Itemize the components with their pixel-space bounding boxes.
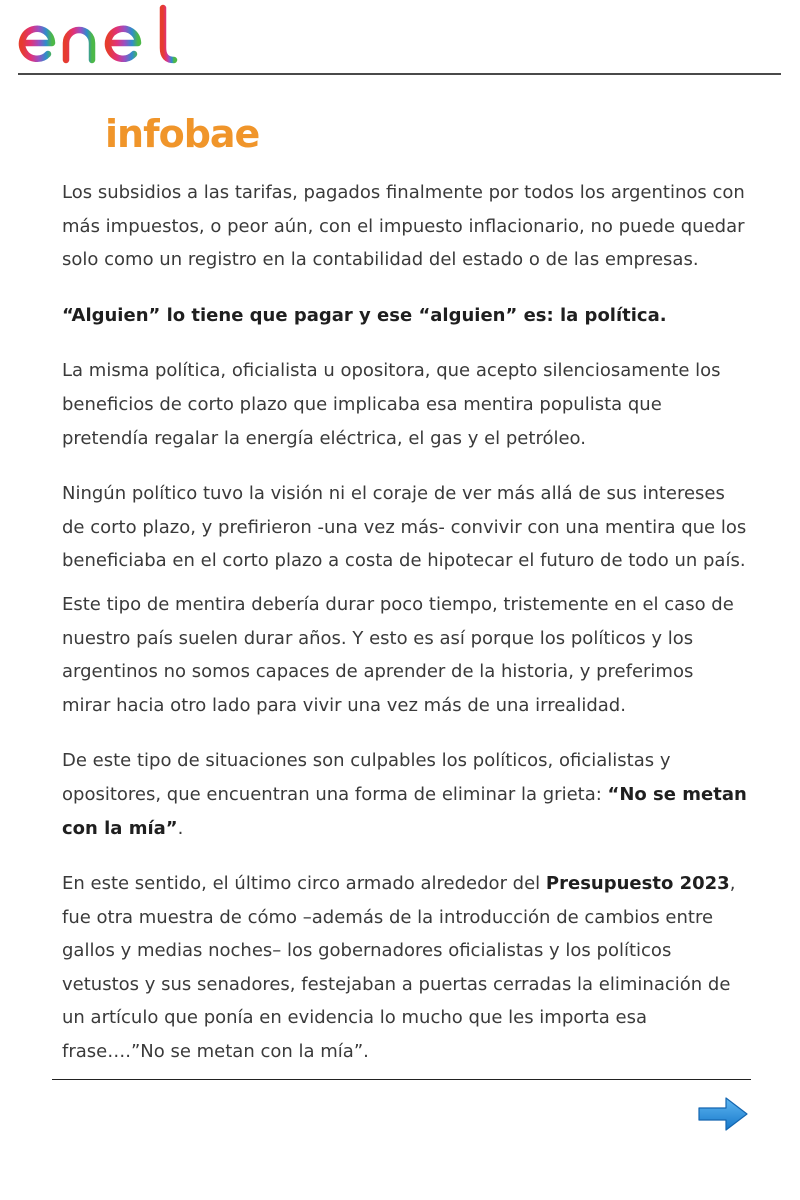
bold-term: Presupuesto 2023 (545, 873, 730, 895)
paragraph: La misma política, oficialista u opositora, que acepto silenciosamente los beneficios de corto plazo que implicaba esa mentira populista que pretendía regalar la energía eléctrica, el gas y el petróleo. (62, 360, 721, 449)
page-header (0, 0, 800, 80)
paragraph-text: , fue otra muestra de cómo –además de la introducción de cambios entre gallos y medias noches– los gobernadores oficialistas y los políticos vetustos y sus senadores, festejaban a puertas cerradas la eliminación de un artículo que ponía en evidencia lo mucho que les importa esa frase….”No se metan con la mía”. (62, 873, 736, 1063)
arrow-right-icon (694, 1094, 752, 1134)
bold-quote: “No se metan con la mía” (62, 783, 747, 839)
paragraph: Este tipo de mentira debería durar poco tiempo, tristemente en el caso de nuestro país suelen durar años. Y esto es así porque los políticos y los argentinos no somos capaces de aprender de la historia, y preferimos mirar hacia otro lado para vivir una vez más de una irrealidad. (62, 593, 734, 716)
paragraph-text: En este sentido, el último circo armado alrededor del (62, 873, 546, 895)
header-divider (18, 73, 781, 75)
bold-paragraph: “Alguien” lo tiene que pagar y ese “alguien” es: la política. (62, 304, 667, 326)
footer-divider (52, 1079, 751, 1080)
enel-logo (16, 4, 184, 68)
paragraph-text: . (177, 817, 184, 839)
paragraph (62, 867, 747, 1069)
paragraph: Ningún político tuvo la visión ni el coraje de ver más allá de sus intereses de corto plazo, y prefirieron -una vez más- convivir con una mentira que los beneficiaba en el corto plazo a costa de hipotecar el futuro de todo un país. (62, 483, 747, 572)
paragraph: Los subsidios a las tarifas, pagados finalmente por todos los argentinos con más impuestos, o peor aún, con el impuesto inflacionario, no puede quedar solo como un registro en la contabilidad del estado o de las empresas. (62, 182, 745, 271)
next-page-button[interactable] (694, 1094, 752, 1134)
paragraph (62, 744, 747, 845)
infobae-logo: infobae (105, 112, 260, 156)
paragraph-text: De este tipo de situaciones son culpables los políticos, oficialistas y opositores, que encuentran una forma de eliminar la grieta: (62, 750, 671, 805)
article-body (62, 176, 747, 1069)
